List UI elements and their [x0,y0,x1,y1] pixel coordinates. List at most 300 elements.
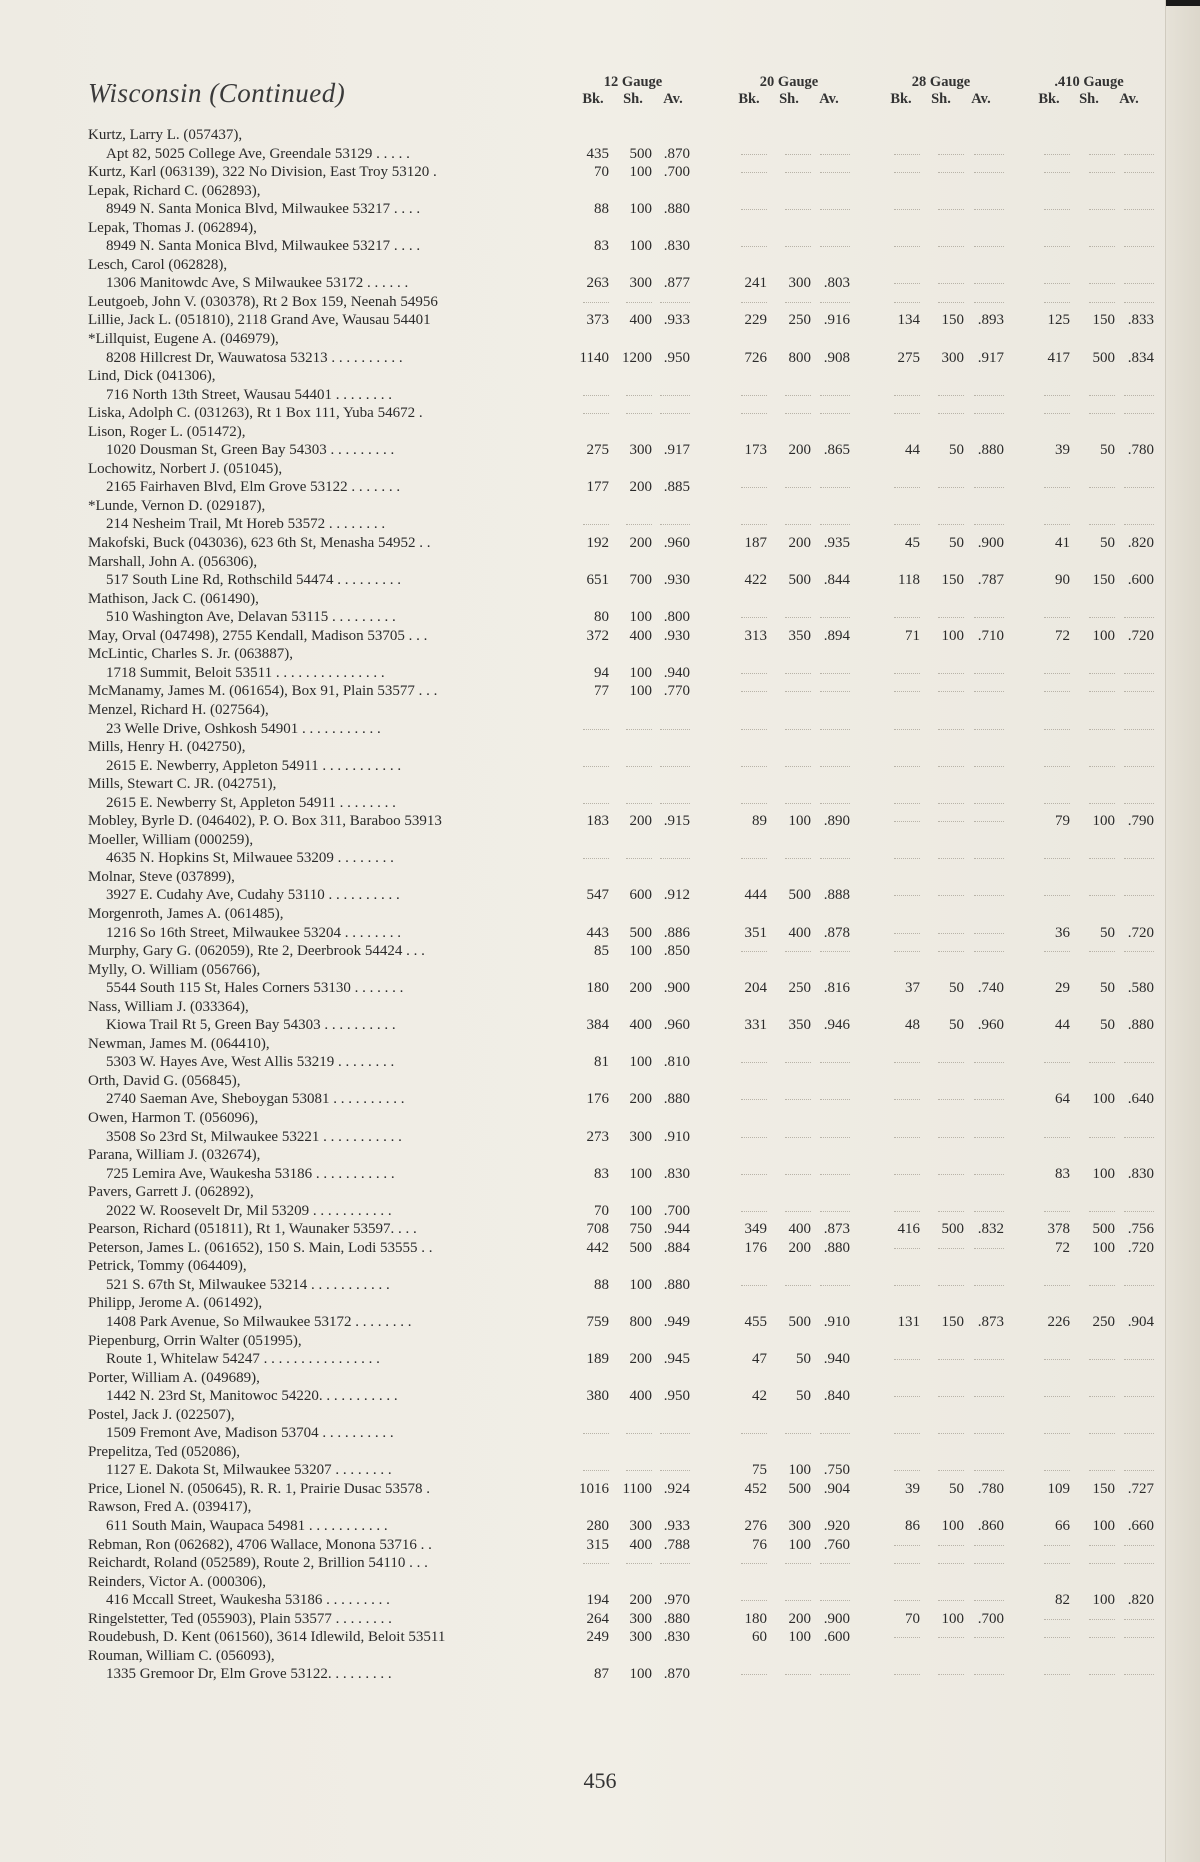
empty-score-leader [785,246,811,247]
entry-name-line [88,701,1178,720]
empty-score-leader [894,617,920,618]
empty-score-leader [785,1285,811,1286]
empty-score-leader [785,395,811,396]
empty-score-leader [820,302,850,303]
g28-broken: 37 [905,980,920,997]
entry-name-line [88,460,1178,479]
empty-score-leader [626,1470,652,1471]
empty-score-leader [894,1433,920,1434]
page-number: 456 [583,1768,617,1793]
g12-broken: 1140 [579,349,609,366]
empty-score-leader [974,858,1004,859]
empty-score-leader [894,895,920,896]
empty-score-leader [741,1600,767,1601]
empty-score-leader [820,246,850,247]
g12-average: .830 [663,1165,690,1182]
shooter-name: Mobley, Byrle D. (046402), P. O. Box 311, Baraboo 53913 [88,813,442,830]
g12-average: .877 [663,275,690,292]
empty-score-leader [1089,1062,1115,1063]
g12-shot: 700 [629,572,652,589]
empty-score-leader [1124,673,1154,674]
empty-score-leader [974,821,1004,822]
entry-name-line [88,1573,1178,1592]
empty-score-leader [583,1433,609,1434]
empty-score-leader [660,524,690,525]
empty-score-leader [785,1062,811,1063]
g410-shot: 500 [1092,349,1115,366]
entry-address-line [88,757,1178,776]
shooter-address: 1335 Gremoor Dr, Elm Grove 53122. . . . . . . . . [106,1666,392,1683]
g410-broken: 79 [1055,813,1070,830]
g12-average: .930 [663,572,690,589]
entry-address-line [88,1276,1178,1295]
g12-shot: 200 [629,535,652,552]
g20-average: .894 [823,627,850,644]
g12-average: .930 [663,627,690,644]
g12-broken: 183 [586,813,609,830]
empty-score-leader [974,395,1004,396]
empty-score-leader [1044,524,1070,525]
empty-score-leader [894,154,920,155]
g410-shot: 50 [1100,535,1115,552]
g410-average: .600 [1127,572,1154,589]
empty-score-leader [1044,395,1070,396]
gauge-header-410 [1024,74,1154,108]
empty-score-leader [820,413,850,414]
g12-shot: 100 [629,1202,652,1219]
empty-score-leader [1124,1637,1154,1638]
empty-score-leader [1124,395,1154,396]
g12-broken: 380 [586,1388,609,1405]
g12-shot: 400 [629,1388,652,1405]
g20-shot: 300 [788,275,811,292]
col-bk: Bk. [1038,91,1060,107]
empty-score-leader [820,803,850,804]
empty-score-leader [894,1600,920,1601]
entry-address-line [88,979,1178,998]
g12-broken: 88 [594,1276,609,1293]
g28-average: .880 [977,442,1004,459]
empty-score-leader [938,302,964,303]
empty-score-leader [1124,1674,1154,1675]
empty-score-leader [894,858,920,859]
g20-shot: 400 [788,924,811,941]
g410-average: .833 [1127,312,1154,329]
shooter-name: Murphy, Gary G. (062059), Rte 2, Deerbrook 54424 . . . [88,943,425,960]
shooter-name: Moeller, William (000259), [88,831,254,848]
g20-shot: 500 [788,572,811,589]
empty-score-leader [1089,766,1115,767]
empty-score-leader [894,1359,920,1360]
empty-score-leader [974,673,1004,674]
empty-score-leader [583,1470,609,1471]
empty-score-leader [1124,246,1154,247]
gauge-header-12 [568,74,698,108]
empty-score-leader [660,858,690,859]
g12-broken: 81 [594,1054,609,1071]
g20-average: .890 [823,813,850,830]
section-title: Wisconsin (Continued) [88,78,346,108]
empty-score-leader [974,1433,1004,1434]
g410-average: .580 [1127,980,1154,997]
shooter-name: Lillie, Jack L. (051810), 2118 Grand Ave, Wausau 54401 [88,312,431,329]
entry-address-line [88,571,1178,590]
g20-average: .803 [823,275,850,292]
empty-score-leader [1044,1433,1070,1434]
shooter-name: Mathison, Jack C. (061490), [88,590,259,607]
g28-shot: 50 [949,1017,964,1034]
g12-broken: 547 [586,887,609,904]
g12-shot: 100 [629,664,652,681]
shooter-name: Kurtz, Karl (063139), 322 No Division, East Troy 53120 . [88,164,437,181]
shooter-address: 8208 Hillcrest Dr, Wauwatosa 53213 . . . . . . . . . . [106,349,403,366]
shooter-address: 416 Mccall Street, Waukesha 53186 . . . . . . . . . [106,1592,390,1609]
empty-score-leader [626,1563,652,1564]
entry-address-line [88,1387,1178,1406]
empty-score-leader [974,1545,1004,1546]
g20-shot: 350 [788,627,811,644]
empty-score-leader [820,1137,850,1138]
g410-average: .830 [1127,1165,1154,1182]
g20-average: .760 [823,1536,850,1553]
g28-broken: 118 [898,572,920,589]
g12-average: .810 [663,1054,690,1071]
g12-shot: 100 [629,201,652,218]
empty-score-leader [785,302,811,303]
g12-shot: 100 [629,683,652,700]
entry-address-line [88,720,1178,739]
g12-average: .880 [663,1091,690,1108]
g12-broken: 94 [594,664,609,681]
g410-broken: 72 [1055,627,1070,644]
shooter-address: 5544 South 115 St, Hales Corners 53130 . . . . . . . [106,980,404,997]
col-av: Av. [819,91,839,107]
empty-score-leader [894,691,920,692]
empty-score-leader [1124,617,1154,618]
entry-name-line [88,1072,1178,1091]
g28-average: .917 [977,349,1004,366]
g12-average: .870 [663,1666,690,1683]
g12-average: .885 [663,479,690,496]
empty-score-leader [626,858,652,859]
empty-score-leader [1044,1211,1070,1212]
g20-shot: 250 [788,980,811,997]
empty-score-leader [660,1433,690,1434]
entry-name-line [88,219,1178,238]
entry-address-line [88,1053,1178,1072]
shooter-name: Pavers, Garrett J. (062892), [88,1184,254,1201]
empty-score-leader [820,858,850,859]
entry-address-line [88,237,1178,256]
g410-broken: 125 [1047,312,1070,329]
entry-name-line [88,1369,1178,1388]
g20-average: .600 [823,1629,850,1646]
empty-score-leader [938,283,964,284]
g28-shot: 300 [941,349,964,366]
col-sh: Sh. [1079,91,1099,107]
g410-shot: 50 [1100,924,1115,941]
entry-address-line [88,1016,1178,1035]
empty-score-leader [1124,1545,1154,1546]
empty-score-leader [974,933,1004,934]
empty-score-leader [820,1285,850,1286]
g12-broken: 192 [586,535,609,552]
entry-address-line [88,1591,1178,1610]
g28-shot: 100 [941,627,964,644]
g410-average: .820 [1127,1592,1154,1609]
empty-score-leader [1089,1359,1115,1360]
empty-score-leader [1044,673,1070,674]
empty-score-leader [660,729,690,730]
g12-shot: 1100 [622,1480,652,1497]
g20-shot: 350 [788,1017,811,1034]
empty-score-leader [974,1285,1004,1286]
empty-score-leader [785,951,811,952]
g12-broken: 85 [594,943,609,960]
entry-address-line [88,1517,1178,1536]
g410-broken: 44 [1055,1017,1070,1034]
empty-score-leader [938,395,964,396]
entry-name-line [88,645,1178,664]
empty-score-leader [974,766,1004,767]
empty-score-leader [938,1545,964,1546]
empty-score-leader [1044,283,1070,284]
empty-score-leader [820,1563,850,1564]
g20-shot: 200 [788,1239,811,1256]
empty-score-leader [741,691,767,692]
g28-shot: 150 [941,1314,964,1330]
empty-score-leader [583,803,609,804]
empty-score-leader [1124,283,1154,284]
entry-address-line [88,1090,1178,1109]
g28-average: .710 [977,627,1004,644]
empty-score-leader [938,1674,964,1675]
gauge-label: .410 Gauge [1054,74,1124,90]
empty-score-leader [785,673,811,674]
entry-name-line [88,1109,1178,1128]
empty-score-leader [938,1062,964,1063]
empty-score-leader [894,803,920,804]
empty-score-leader [938,1433,964,1434]
g12-broken: 249 [586,1629,609,1646]
empty-score-leader [1089,729,1115,730]
empty-score-leader [626,803,652,804]
g12-broken: 70 [594,164,609,181]
entry-address-line [88,145,1178,164]
g410-broken: 82 [1055,1592,1070,1609]
empty-score-leader [1089,1396,1115,1397]
shooter-address: 4635 N. Hopkins St, Milwauee 53209 . . . . . . . . [106,850,394,867]
empty-score-leader [894,1062,920,1063]
empty-score-leader [974,413,1004,414]
shooter-name: Lesch, Carol (062828), [88,256,228,273]
g20-broken: 229 [744,312,767,329]
empty-score-leader [1124,154,1154,155]
col-sh: Sh. [931,91,951,107]
shooter-address: 2022 W. Roosevelt Dr, Mil 53209 . . . . . . . . . . . [106,1202,392,1219]
empty-score-leader [1044,302,1070,303]
empty-score-leader [894,933,920,934]
empty-score-leader [741,1285,767,1286]
g12-broken: 280 [586,1518,609,1535]
entry-name-line [88,1480,1178,1499]
empty-score-leader [820,487,850,488]
g12-shot: 600 [629,887,652,904]
empty-score-leader [974,1637,1004,1638]
empty-score-leader [894,302,920,303]
g20-broken: 180 [744,1610,767,1627]
empty-score-leader [785,154,811,155]
empty-score-leader [1044,803,1070,804]
shooter-address: 1718 Summit, Beloit 53511 . . . . . . . . . . . . . . . [106,664,385,681]
empty-score-leader [741,766,767,767]
g410-broken: 29 [1055,980,1070,997]
empty-score-leader [1124,766,1154,767]
empty-score-leader [741,413,767,414]
g12-shot: 500 [629,1239,652,1256]
shooter-name: Lepak, Richard C. (062893), [88,182,261,199]
g20-broken: 422 [744,572,767,589]
empty-score-leader [1089,302,1115,303]
g12-broken: 176 [586,1091,609,1108]
g20-broken: 42 [752,1388,767,1405]
g28-shot: 50 [949,442,964,459]
shooter-name: Leutgoeb, John V. (030378), Rt 2 Box 159, Neenah 54956 [88,293,438,310]
entry-address-line [88,1128,1178,1147]
empty-score-leader [785,1563,811,1564]
empty-score-leader [938,617,964,618]
empty-score-leader [785,1600,811,1601]
empty-score-leader [741,487,767,488]
shooter-address: Kiowa Trail Rt 5, Green Bay 54303 . . . . . . . . . . [106,1017,396,1034]
entry-name-line [88,1443,1178,1462]
g20-average: .920 [823,1518,850,1535]
entry-name-line [88,682,1178,701]
empty-score-leader [583,1563,609,1564]
empty-score-leader [741,246,767,247]
shooter-name: Mills, Henry H. (042750), [88,739,246,756]
shooter-name: Lepak, Thomas J. (062894), [88,219,257,236]
empty-score-leader [938,413,964,414]
shooter-name: Reinders, Victor A. (000306), [88,1573,266,1590]
g20-shot: 500 [788,1480,811,1497]
entry-address-line [88,794,1178,813]
page-edge-mark [1166,0,1200,6]
g12-broken: 80 [594,609,609,626]
empty-score-leader [1044,487,1070,488]
entry-name-line [88,1406,1178,1425]
shooter-name: May, Orval (047498), 2755 Kendall, Madison 53705 . . . [88,627,428,644]
g28-average: .873 [977,1314,1004,1330]
g410-average: .640 [1127,1091,1154,1108]
entry-name-line [88,1294,1178,1313]
empty-score-leader [938,1470,964,1471]
g410-broken: 39 [1055,442,1070,459]
entry-name-line [88,423,1178,442]
g12-average: .933 [663,312,690,329]
entry-address-line [88,274,1178,293]
g12-average: .886 [663,924,690,941]
col-sh: Sh. [779,91,799,107]
empty-score-leader [660,395,690,396]
g28-shot: 150 [941,312,964,329]
g20-shot: 100 [788,1462,811,1479]
empty-score-leader [785,172,811,173]
entry-name-line [88,553,1178,572]
empty-score-leader [894,951,920,952]
g12-average: .970 [663,1592,690,1609]
g20-average: .844 [823,572,850,589]
g12-shot: 100 [629,164,652,181]
gauge-label: 28 Gauge [911,74,971,90]
empty-score-leader [1089,524,1115,525]
empty-score-leader [820,1174,850,1175]
shooter-name: Marshall, John A. (056306), [88,553,258,570]
empty-score-leader [820,1433,850,1434]
entry-name-line [88,256,1178,275]
g20-shot: 500 [788,1314,811,1330]
g28-broken: 48 [905,1017,920,1034]
g12-broken: 1016 [579,1480,609,1497]
entry-name-line [88,1554,1178,1573]
g12-average: .880 [663,1276,690,1293]
entry-name-line [88,1035,1178,1054]
g12-broken: 372 [586,627,609,644]
empty-score-leader [1124,413,1154,414]
shooter-name: Piepenburg, Orrin Walter (051995), [88,1332,302,1349]
entry-address-line [88,1665,1178,1684]
g20-broken: 726 [744,349,767,366]
empty-score-leader [1044,154,1070,155]
empty-score-leader [1044,1359,1070,1360]
empty-score-leader [938,1563,964,1564]
empty-score-leader [1089,1470,1115,1471]
empty-score-leader [938,1211,964,1212]
col-sh: Sh. [623,91,643,107]
g28-broken: 86 [905,1518,920,1535]
shooter-name: Newman, James M. (064410), [88,1035,270,1052]
shooter-name: Kurtz, Larry L. (057437), [88,127,243,143]
empty-score-leader [820,1211,850,1212]
g410-shot: 500 [1092,1221,1115,1238]
entry-address-line [88,1165,1178,1184]
shooter-address: 2615 E. Newberry, Appleton 54911 . . . . . . . . . . . [106,757,402,774]
g28-average: .860 [977,1518,1004,1535]
empty-score-leader [741,1674,767,1675]
empty-score-leader [974,524,1004,525]
g12-average: .800 [663,609,690,626]
g20-average: .940 [823,1351,850,1368]
g12-shot: 300 [629,1629,652,1646]
empty-score-leader [1044,766,1070,767]
g20-shot: 50 [796,1351,811,1368]
empty-score-leader [741,1211,767,1212]
entry-address-line [88,849,1178,868]
g28-broken: 134 [897,312,920,329]
g12-shot: 800 [629,1314,652,1330]
entry-name-line [88,590,1178,609]
g410-broken: 36 [1055,924,1070,941]
empty-score-leader [1089,172,1115,173]
g12-broken: 87 [594,1666,609,1683]
g12-shot: 100 [629,609,652,626]
empty-score-leader [820,172,850,173]
empty-score-leader [626,1433,652,1434]
empty-score-leader [938,1359,964,1360]
gauge-header-28 [876,74,1006,108]
g410-average: .720 [1127,1239,1154,1256]
shooter-address: 3508 So 23rd St, Milwaukee 53221 . . . . . . . . . . . [106,1128,402,1145]
